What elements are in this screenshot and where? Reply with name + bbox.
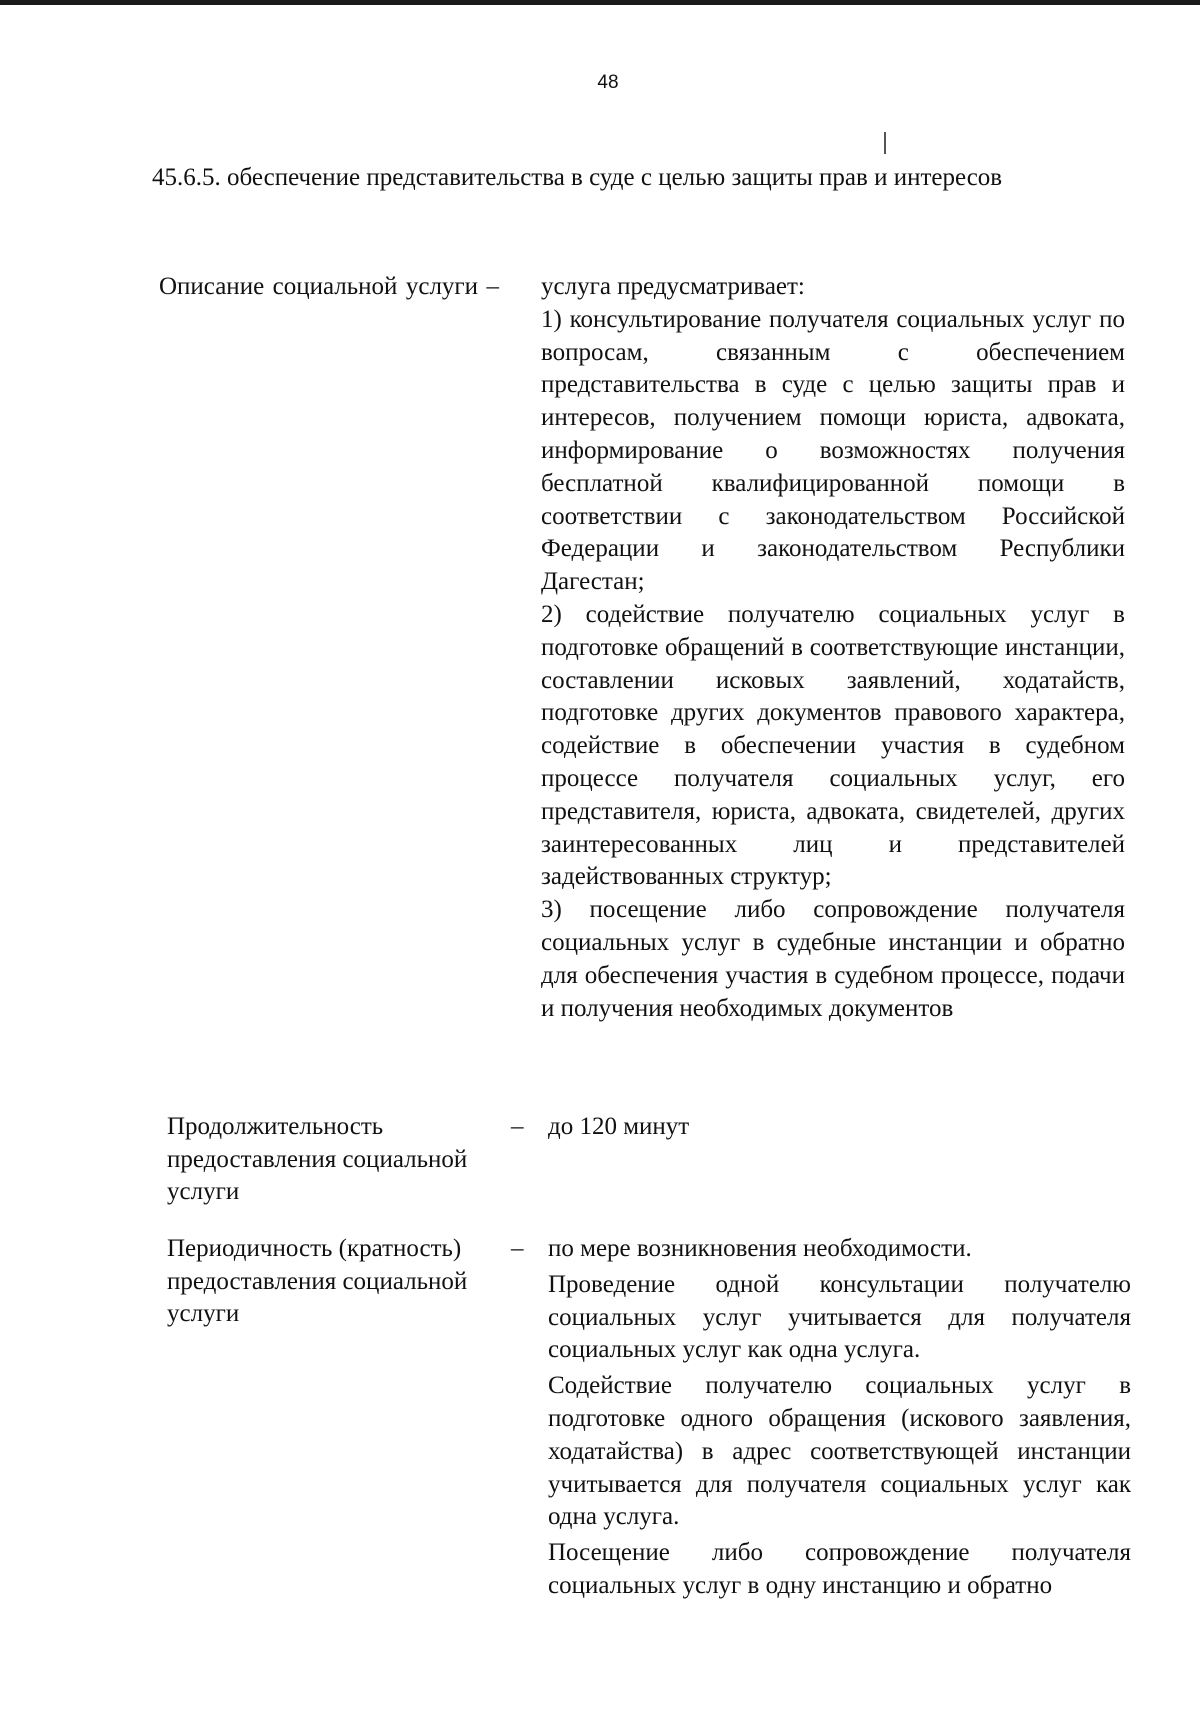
service-description-intro: услуга предусматривает: xyxy=(541,273,805,300)
service-frequency-value xyxy=(548,1233,1131,1603)
scan-mark xyxy=(884,132,886,154)
service-frequency-paragraph: Содействие получателю социальных услуг в подготовке одного обращения (искового заявления, ходатайства) в адрес соответствующей инстанции учитывается для получателя социальных услуг как одна услуга. xyxy=(548,1372,1131,1531)
service-frequency-label: Периодичность (кратность) предоставления социальной услуги xyxy=(167,1235,468,1327)
service-description-item: 1) консультирование получателя социальных услуг по вопросам, связанным с обеспечением представительства в суде с целью защиты прав и интересов, получением помощи юриста, адвоката, информирование о возможностях получения бесплатной квалифицированной помощи в соответствии с законодательством Российской Федерации и законодательством Республики Дагестан; xyxy=(541,305,1125,596)
service-duration-text: до 120 минут xyxy=(548,1113,690,1140)
service-description-value xyxy=(541,271,1125,1025)
service-frequency-paragraph: Посещение либо сопровождение получателя социальных услуг в одну инстанцию и обратно xyxy=(548,1539,1131,1599)
scan-top-edge xyxy=(0,0,1200,5)
separator-dash: – xyxy=(511,1235,524,1262)
page-number: 48 xyxy=(597,72,619,93)
service-duration-value xyxy=(548,1111,1131,1144)
service-description-label: Описание социальной услуги – xyxy=(159,273,499,300)
service-frequency-paragraph: по мере возникновения необходимости. xyxy=(548,1235,972,1262)
service-description-item: 2) содействие получателю социальных услуг в подготовке обращений в соответствующие инстанции, составлении исковых заявлений, ходатайств, подготовке других документов правового характера, содействие в обеспечении участия в судебном процессе получателя социальных услуг, его представителя, юриста, адвоката, свидетелей, других заинтересованных лиц и представителей задействованных структур; xyxy=(541,600,1125,891)
separator-dash: – xyxy=(511,1113,524,1140)
service-duration-label: Продолжительность предоставления социальной услуги xyxy=(167,1113,468,1205)
service-frequency-paragraph: Проведение одной консультации получателю социальных услуг учитывается для получателя социальных услуг как одна услуга. xyxy=(548,1270,1131,1364)
service-description-item: 3) посещение либо сопровождение получателя социальных услуг в судебные инстанции и обратно для обеспечения участия в судебном процессе, подачи и получения необходимых документов xyxy=(541,896,1125,1022)
section-heading: 45.6.5. обеспечение представительства в суде с целью защиты прав и интересов xyxy=(152,164,1003,191)
